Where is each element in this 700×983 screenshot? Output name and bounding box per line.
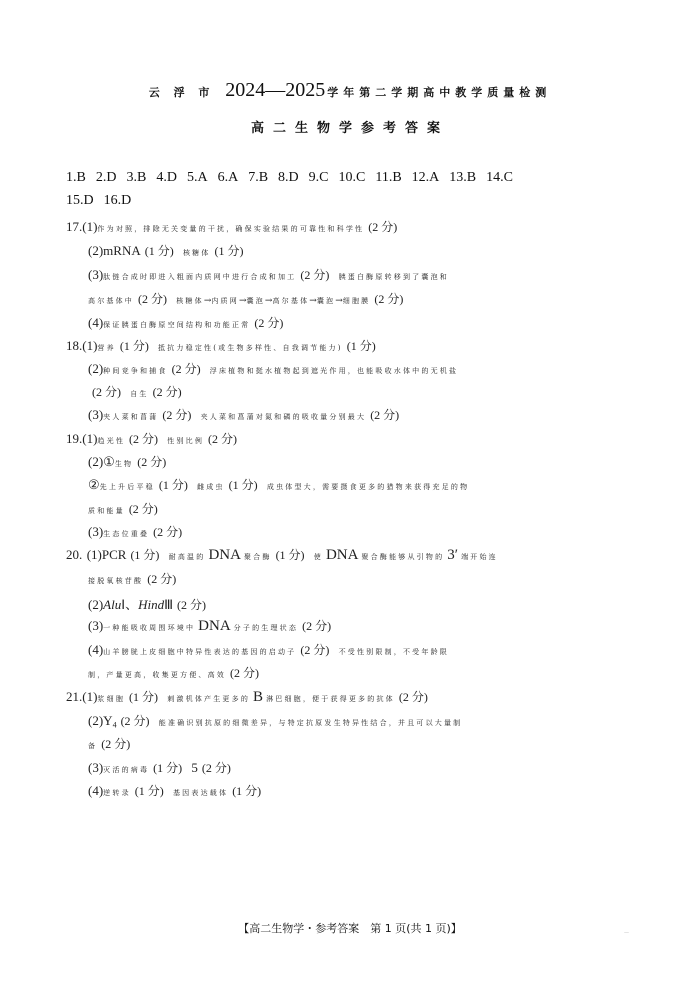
q18-line-3: (2 分) 自生 (2 分) [92,385,182,399]
mc-answer: 9.C [308,170,329,185]
page-title: 高二生物学参考答案 [250,121,449,136]
mc-answer: 5.A [186,170,208,185]
q17-line-1: 17.(1)作为对照，排除无关变量的干扰，确保实验结果的可靠性和科学性 (2 分) [66,219,398,234]
path-step: 囊泡 [316,297,336,305]
path-step: 细胞膜 [342,297,371,305]
mc-answers-row-2 [66,193,141,209]
q20-line-1: 20. (1)PCR (1 分) 耐高温的 DNA 聚合酶 (1 分) 使 DNA 聚合酶能够从引物的 3′ 端开始连 [66,547,498,563]
mc-answer: 4.D [156,170,177,185]
path-step: 高尔基体 [272,297,310,305]
page-footer: 【高二生物学・参考答案 第 1 页(共 1 页)】 [238,922,462,935]
mc-answer: 3.B [126,170,147,185]
q17-line-4: 高尔基体中 (2 分) 核糖体→内质网→囊泡→高尔基体→囊泡→细胞膜 (2 分) [88,292,404,306]
path-step: 核糖体 [176,297,204,305]
q18-line-4: (3)夹人菜和菖蒲 (2 分) 夹人菜和菖蒲对氮和磷的吸收量分别最大 (2 分) [88,407,400,422]
q17-line-2: (2)mRNA (1 分) 核糖体 (1 分) [88,243,244,258]
title-city: 云 浮 市 [148,86,215,99]
q19-line-2: (2)①生物 (2 分) [88,454,167,469]
q21-line-5: (4)逆转录 (1 分) 基因表达载体 (1 分) [88,783,262,798]
q21-line-3: 备 (2 分) [88,737,131,751]
q18-line-1: 18.(1)营养 (1 分) 抵抗力稳定性(或生物多样性、自我调节能力) (1 分) [66,338,376,353]
protein-transport-path [176,297,370,305]
title-rest: 学年第二学期高中教学质量检测 [327,86,552,99]
title-year: 2024—2025 [225,79,326,101]
mc-answer: 7.B [248,170,269,185]
q19-line-5: (3)生态位重叠 (2 分) [88,524,183,539]
q20-line-2: 接脱氧核苷酸 (2 分) [88,572,177,586]
mc-answer: 2.D [95,170,117,185]
exam-title [0,79,700,102]
mc-answer: 10.C [338,170,366,185]
path-step: 内质网 [211,297,239,305]
q19-line-1: 19.(1)趋光性 (2 分) 性别比例 (2 分) [66,431,238,446]
arrow-icon: → [309,296,317,306]
q21-line-1: 21.(1)浆细胞 (1 分) 刺激机体产生更多的 B 淋巴细胞，便于获得更多的抗体 (2 分) [66,689,428,705]
arrow-icon: → [238,296,247,306]
q17-line-3: (3)肽链合成时即进入粗面内质网中进行合成和加工 (2 分) 胰蛋白酶原转移到了囊泡和 [88,267,449,282]
mc-answer: 13.B [449,170,477,185]
mc-answer: 1.B [66,170,86,185]
mc-answer: 11.B [375,170,402,185]
mc-answer: 15.D [66,193,94,208]
q19-line-3: ②先上升后平稳 (1 分) 雌成虫 (1 分) 成虫体型大，需要摄食更多的猎物来获得充足的物 [88,477,470,492]
corner-mark: — [624,930,629,936]
arrow-icon: → [264,296,273,306]
q18-line-2: (2)种间竞争和捕食 (2 分) 浮床植物和挺水植物起到遮光作用，也能吸收水体中的无机盐 [88,361,459,376]
mc-answer: 14.C [486,170,513,185]
mc-answer: 12.A [411,170,440,185]
q21-line-2: $(2)Y_4$ (2 分) 能准确识别抗原的细微差异，与特定抗原发生特异性结合，并且可以大量制 [88,713,463,730]
q20-line-5: (4)山羊膀胱上皮细胞中特异性表达的基因的启动子 (2 分) 不受性别限制，不受年龄限 [88,642,449,657]
q20-line-6: 制，产量更高，收集更方便、高效 (2 分) [88,666,259,680]
path-step: 囊泡 [246,297,265,305]
mc-answer: 16.D [103,193,132,208]
q19-line-4: 质和能量 (2 分) [88,502,158,516]
q21-line-4: (3)灭活的病毒 (1 分) 5 (2 分) [88,760,231,775]
q20-line-4: (3)一种能吸收周围环境中 DNA 分子的生理状态 (2 分) [88,618,332,634]
q20-line-3: (2)AluⅠ、HindⅢ (2 分) [88,597,207,612]
arrow-icon: → [335,296,343,306]
q17-line-5: (4)保证胰蛋白酶原空间结构和功能正常 (2 分) [88,315,284,330]
mc-answer: 8.D [278,170,299,185]
mc-answer: 6.A [217,170,239,185]
mc-answers-row-1 [66,170,523,186]
arrow-icon: → [203,296,212,306]
